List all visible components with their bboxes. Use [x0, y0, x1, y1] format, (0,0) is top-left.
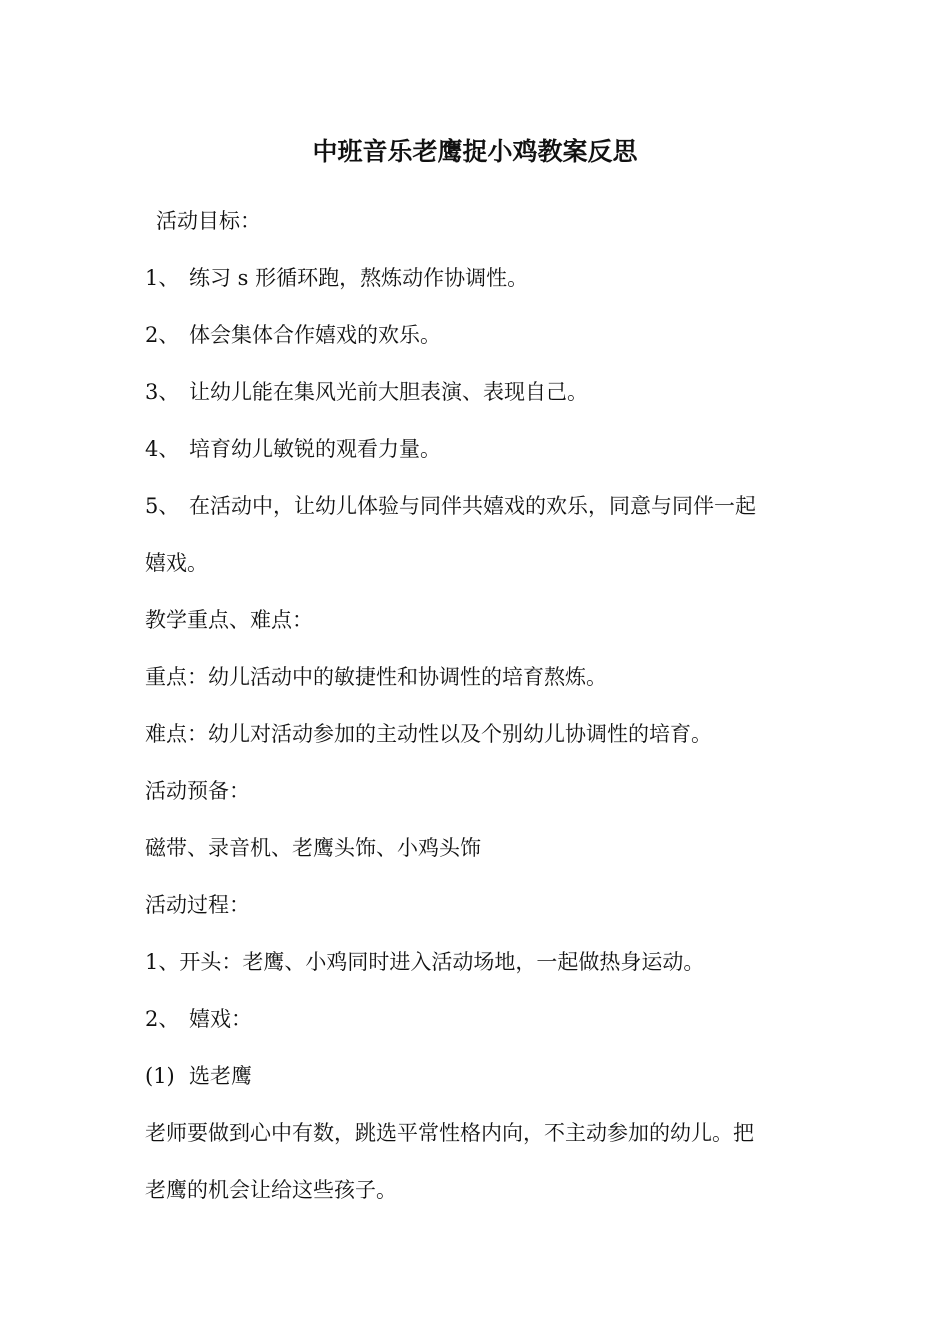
preparation-heading: 活动预备： — [145, 779, 250, 803]
goal-text: 练习 s 形循环跑，熬炼动作协调性。 — [189, 266, 529, 290]
goal-text: 让幼儿能在集风光前大胆表演、表现自己。 — [189, 380, 588, 404]
document-title: 中班音乐老鹰捉小鸡教案反思 — [312, 137, 638, 166]
goal-number: 5、 — [145, 494, 180, 518]
goal-item-4 — [145, 434, 441, 464]
substep-number: (1) — [145, 1064, 175, 1088]
goal-number: 4、 — [145, 437, 180, 461]
key-points-heading: 教学重点、难点： — [145, 608, 313, 632]
goal-number: 2、 — [145, 323, 180, 347]
goal-item-5-continuation: 嬉戏。 — [145, 551, 208, 575]
paragraph-line-2: 老鹰的机会让给这些孩子。 — [145, 1178, 397, 1202]
step-text: 嬉戏： — [189, 1007, 252, 1031]
preparation-text: 磁带、录音机、老鹰头饰、小鸡头饰 — [145, 836, 481, 860]
goals-heading: 活动目标： — [156, 209, 261, 233]
goal-number: 3、 — [145, 380, 180, 404]
goal-item-2 — [145, 320, 441, 350]
goal-number: 1、 — [145, 266, 180, 290]
goal-text: 培育幼儿敏锐的观看力量。 — [189, 437, 441, 461]
key-point-text: 重点：幼儿活动中的敏捷性和协调性的培育熬炼。 — [145, 665, 607, 689]
substep-text: 选老鹰 — [189, 1064, 252, 1088]
process-heading: 活动过程： — [145, 893, 250, 917]
process-step-1: 1、开头：老鹰、小鸡同时进入活动场地，一起做热身运动。 — [145, 950, 705, 974]
goal-item-1 — [145, 263, 528, 293]
goal-item-5 — [145, 491, 756, 521]
process-substep-1 — [145, 1061, 252, 1091]
difficulty-text: 难点：幼儿对活动参加的主动性以及个别幼儿协调性的培育。 — [145, 722, 712, 746]
process-step-2 — [145, 1004, 252, 1034]
goal-item-3 — [145, 377, 588, 407]
step-number: 2、 — [145, 1007, 180, 1031]
goal-text: 体会集体合作嬉戏的欢乐。 — [189, 323, 441, 347]
goal-text: 在活动中，让幼儿体验与同伴共嬉戏的欢乐，同意与同伴一起 — [189, 494, 756, 518]
paragraph-line-1: 老师要做到心中有数，跳选平常性格内向，不主动参加的幼儿。把 — [145, 1121, 754, 1145]
